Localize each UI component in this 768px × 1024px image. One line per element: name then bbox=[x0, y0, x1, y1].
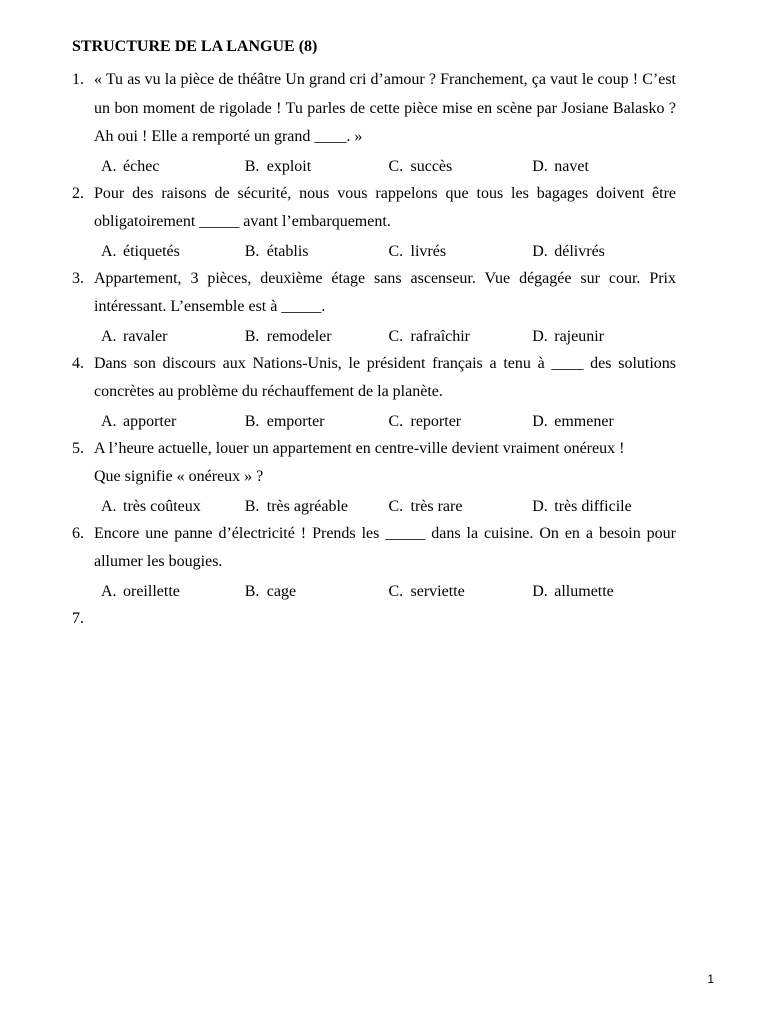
option-text: serviette bbox=[410, 582, 465, 600]
question-text: Encore une panne d’électricité ! Prends les _____ dans la cuisine. On en a besoin pour allumer les bougies. bbox=[94, 524, 676, 570]
option-text: navet bbox=[554, 157, 589, 175]
question-text: Pour des raisons de sécurité, nous vous rappelons que tous les bagages doivent être obligatoirement _____ avant l’embarquement. bbox=[94, 184, 676, 230]
option-letter: D. bbox=[532, 497, 548, 515]
question-text bbox=[94, 435, 676, 492]
option-b[interactable] bbox=[245, 492, 389, 520]
option-a[interactable] bbox=[101, 152, 245, 180]
question-number: 3. bbox=[72, 269, 84, 287]
page-number: 1 bbox=[707, 972, 714, 986]
question-number: 5. bbox=[72, 439, 84, 457]
option-letter: A. bbox=[101, 497, 117, 515]
option-letter: C. bbox=[388, 497, 404, 515]
option-a[interactable] bbox=[101, 322, 245, 350]
option-letter: B. bbox=[244, 242, 260, 260]
option-text: ravaler bbox=[123, 327, 168, 345]
option-letter: A. bbox=[101, 412, 117, 430]
option-c[interactable] bbox=[389, 407, 533, 435]
option-b[interactable] bbox=[245, 577, 389, 605]
option-d[interactable] bbox=[532, 407, 676, 435]
option-text: remodeler bbox=[266, 327, 332, 345]
option-b[interactable] bbox=[245, 407, 389, 435]
option-letter: B. bbox=[244, 327, 260, 345]
option-text: très coûteux bbox=[123, 497, 201, 515]
question-text: « Tu as vu la pièce de théâtre Un grand cri d’amour ? Franchement, ça vaut le coup ! C’est un bon moment de rigolade ! Tu parles de cette pièce mise en scène par Josiane Balasko ? Ah oui ! Elle a remporté un grand ____. » bbox=[94, 71, 676, 145]
option-b[interactable] bbox=[245, 237, 389, 265]
option-letter: D. bbox=[532, 412, 548, 430]
question-1 bbox=[72, 66, 676, 180]
option-letter: A. bbox=[101, 582, 117, 600]
question-text bbox=[94, 605, 676, 634]
answer-options bbox=[94, 322, 676, 350]
option-b[interactable] bbox=[245, 322, 389, 350]
question-text: Dans son discours aux Nations-Unis, le président français a tenu à ____ des solutions concrètes au problème du réchauffement de la planète. bbox=[94, 354, 676, 400]
option-letter: C. bbox=[388, 582, 404, 600]
option-text: délivrés bbox=[554, 242, 605, 260]
option-letter: B. bbox=[244, 157, 260, 175]
option-letter: B. bbox=[244, 582, 260, 600]
option-a[interactable] bbox=[101, 237, 245, 265]
option-letter: C. bbox=[388, 412, 404, 430]
question-7 bbox=[72, 605, 676, 634]
option-text: très rare bbox=[410, 497, 463, 515]
option-text: rajeunir bbox=[554, 327, 604, 345]
question-number: 6. bbox=[72, 524, 84, 542]
option-text: très difficile bbox=[554, 497, 632, 515]
option-text: allumette bbox=[554, 582, 614, 600]
question-number: 2. bbox=[72, 184, 84, 202]
option-text: emporter bbox=[266, 412, 325, 430]
option-text: apporter bbox=[123, 412, 177, 430]
option-text: étiquetés bbox=[123, 242, 180, 260]
question-6 bbox=[72, 520, 676, 605]
question-number: 7. bbox=[72, 609, 84, 627]
option-text: établis bbox=[266, 242, 309, 260]
option-text: oreillette bbox=[123, 582, 180, 600]
option-c[interactable] bbox=[389, 492, 533, 520]
question-3 bbox=[72, 265, 676, 350]
option-letter: B. bbox=[244, 412, 260, 430]
option-a[interactable] bbox=[101, 577, 245, 605]
option-text: succès bbox=[410, 157, 453, 175]
question-text: Appartement, 3 pièces, deuxième étage sans ascenseur. Vue dégagée sur cour. Prix intéressant. L’ensemble est à _____. bbox=[94, 269, 676, 315]
option-letter: D. bbox=[532, 242, 548, 260]
option-letter: C. bbox=[388, 327, 404, 345]
option-d[interactable] bbox=[532, 492, 676, 520]
option-text: emmener bbox=[554, 412, 614, 430]
option-letter: C. bbox=[388, 242, 404, 260]
option-text: livrés bbox=[410, 242, 447, 260]
option-text: exploit bbox=[266, 157, 312, 175]
option-letter: D. bbox=[532, 327, 548, 345]
option-text: cage bbox=[266, 582, 297, 600]
option-d[interactable] bbox=[532, 577, 676, 605]
option-a[interactable] bbox=[101, 492, 245, 520]
option-text: rafraîchir bbox=[410, 327, 471, 345]
answer-options bbox=[94, 492, 676, 520]
option-c[interactable] bbox=[389, 152, 533, 180]
question-line: Que signifie « onéreux » ? bbox=[94, 468, 264, 485]
option-d[interactable] bbox=[532, 322, 676, 350]
option-c[interactable] bbox=[389, 322, 533, 350]
question-4 bbox=[72, 350, 676, 435]
option-letter: A. bbox=[101, 327, 117, 345]
option-letter: A. bbox=[101, 242, 117, 260]
answer-options bbox=[94, 152, 676, 180]
option-text: très agréable bbox=[266, 497, 349, 515]
question-line: A l’heure actuelle, louer un appartement en centre-ville devient vraiment onéreux ! bbox=[94, 439, 625, 457]
document-page bbox=[72, 36, 676, 633]
option-letter: B. bbox=[244, 497, 260, 515]
option-letter: D. bbox=[532, 582, 548, 600]
option-letter: D. bbox=[532, 157, 548, 175]
document-title: STRUCTURE DE LA LANGUE (8) bbox=[72, 38, 318, 55]
option-a[interactable] bbox=[101, 407, 245, 435]
option-text: reporter bbox=[410, 412, 462, 430]
answer-options bbox=[94, 577, 676, 605]
option-c[interactable] bbox=[389, 577, 533, 605]
option-text: échec bbox=[123, 157, 160, 175]
option-letter: A. bbox=[101, 157, 117, 175]
question-number: 1. bbox=[72, 71, 84, 88]
option-letter: C. bbox=[388, 157, 404, 175]
answer-options bbox=[94, 237, 676, 265]
question-2 bbox=[72, 180, 676, 265]
option-b[interactable] bbox=[245, 152, 389, 180]
question-5 bbox=[72, 435, 676, 520]
answer-options bbox=[94, 407, 676, 435]
option-d[interactable] bbox=[532, 237, 676, 265]
option-c[interactable] bbox=[389, 237, 533, 265]
question-number: 4. bbox=[72, 354, 84, 372]
option-d[interactable] bbox=[532, 152, 676, 180]
